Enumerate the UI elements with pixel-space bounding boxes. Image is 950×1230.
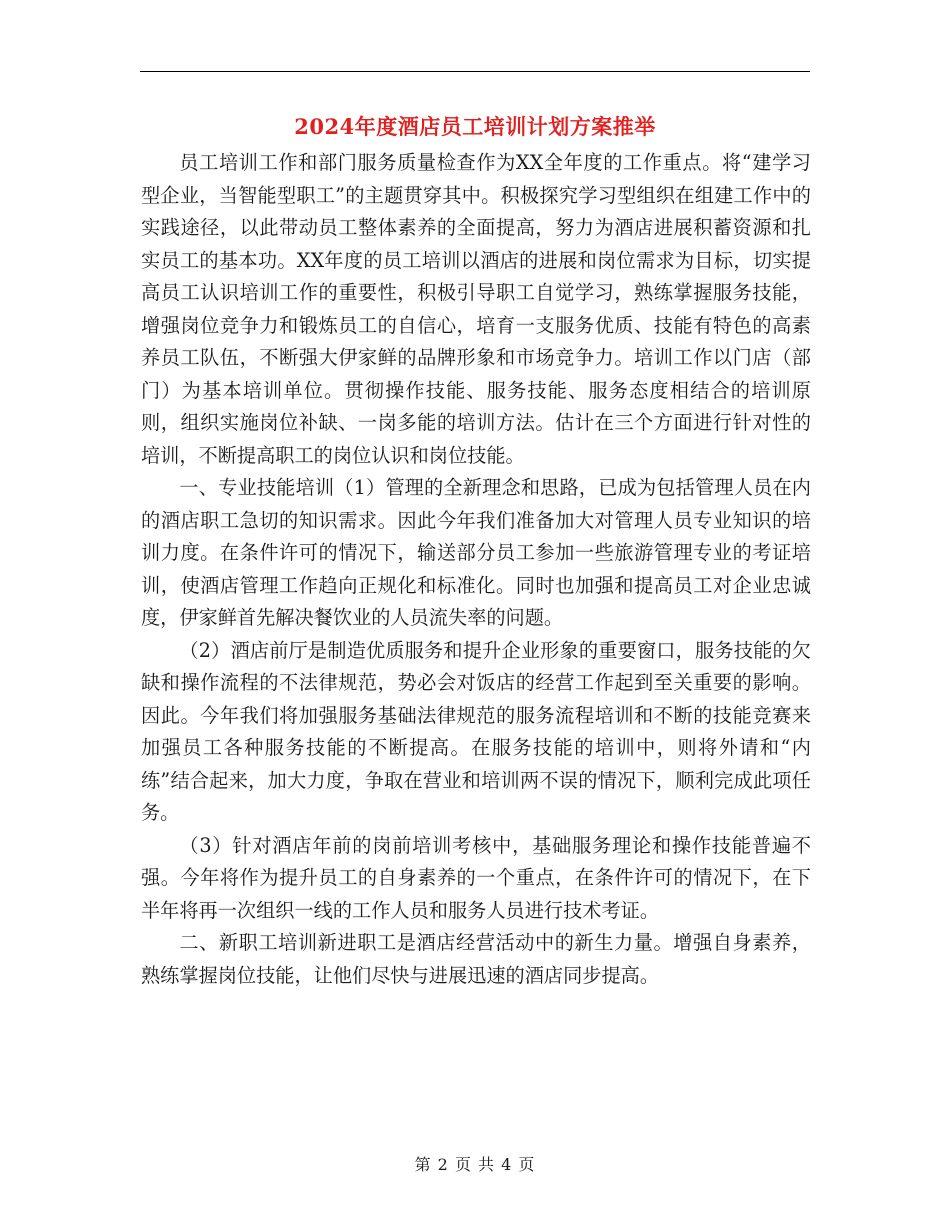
document-title: 2024年度酒店员工培训计划方案推举 bbox=[294, 114, 656, 139]
paragraph-intro: 员工培训工作和部门服务质量检查作为XX全年度的工作重点。将“建学习型企业，当智能型职工”的主题贯穿其中。积极探究学习型组织在组建工作中的实践途径，以此带动员工整体素养的全面提高，努力为酒店进展积蓄资源和扎实员工的基本功。XX年度的员工培训以酒店的进展和岗位需求为目标，切实提高员工认识培训工作的重要性，积极引导职工自觉学习，熟练掌握服务技能，增强岗位竞争力和锻炼员工的自信心，培育一支服务优质、技能有特色的高素养员工队伍，不断强大伊家鲜的品牌形象和市场竞争力。培训工作以门店（部门）为基本培训单位。贯彻操作技能、服务技能、服务态度相结合的培训原则，组织实施岗位补缺、一岗多能的培训方法。估计在三个方面进行针对性的培训，不断提高职工的岗位认识和岗位技能。 bbox=[141, 151, 811, 467]
paragraph-section-1-item-3: （3）针对酒店年前的岗前培训考核中，基础服务理论和操作技能普遍不强。今年将作为提升员工的自身素养的一个重点，在条件许可的情况下，在下半年将再一次组织一线的工作人员和服务人员进行技术考证。 bbox=[141, 833, 811, 922]
document-body bbox=[141, 147, 811, 992]
page-footer: 第 2 页 共 4 页 bbox=[414, 1155, 536, 1174]
paragraph-section-1-item-2: （2）酒店前厅是制造优质服务和提升企业形象的重要窗口，服务技能的欠缺和操作流程的不法律规范，势必会对饭店的经营工作起到至关重要的影响。因此。今年我们将加强服务基础法律规范的服务流程培训和不断的技能竞赛来加强员工各种服务技能的不断提高。在服务技能的培训中，则将外请和“内练”结合起来，加大力度，争取在营业和培训两不误的情况下，顺利完成此项任务。 bbox=[141, 638, 811, 824]
header-rule bbox=[140, 71, 810, 72]
paragraph-section-1: 一、专业技能培训（1）管理的全新理念和思路，已成为包括管理人员在内的酒店职工急切的知识需求。因此今年我们准备加大对管理人员专业知识的培训力度。在条件许可的情况下，输送部分员工参加一些旅游管理专业的考证培训，使酒店管理工作趋向正规化和标准化。同时也加强和提高员工对企业忠诚度，伊家鲜首先解决餐饮业的人员流失率的问题。 bbox=[141, 476, 811, 629]
paragraph-section-2: 二、新职工培训新进职工是酒店经营活动中的新生力量。增强自身素养，熟练掌握岗位技能，让他们尽快与进展迅速的酒店同步提高。 bbox=[141, 931, 811, 987]
